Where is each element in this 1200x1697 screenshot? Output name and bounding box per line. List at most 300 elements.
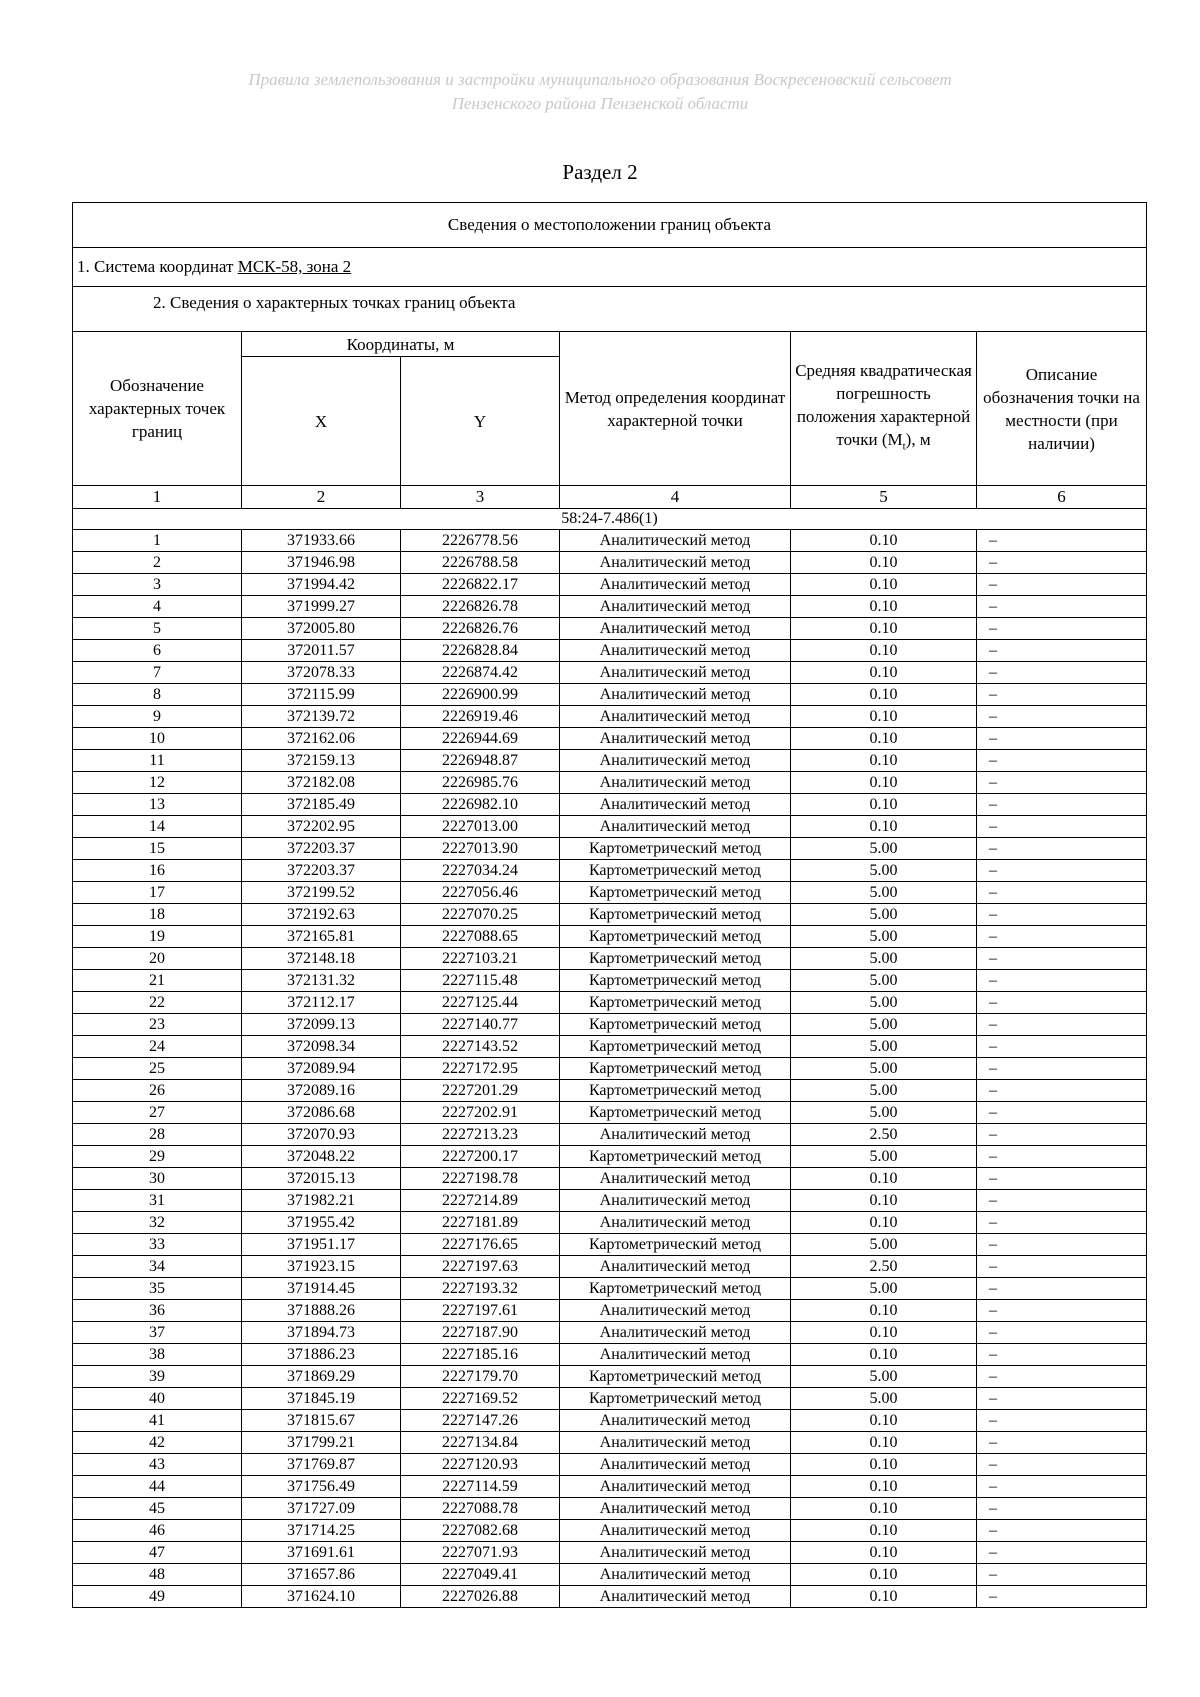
method: Картометрический метод <box>560 904 791 926</box>
method: Аналитический метод <box>560 1190 791 1212</box>
coord-y: 2227201.29 <box>401 1080 560 1102</box>
mean-error: 0.10 <box>791 1564 977 1586</box>
point-number: 26 <box>73 1080 242 1102</box>
table-row <box>73 1344 1147 1366</box>
method: Аналитический метод <box>560 1344 791 1366</box>
coord-y: 2227103.21 <box>401 948 560 970</box>
description: – <box>977 1520 1147 1542</box>
description: – <box>977 1388 1147 1410</box>
mean-error: 5.00 <box>791 1388 977 1410</box>
col-number: 1 <box>73 486 242 509</box>
point-number: 39 <box>73 1366 242 1388</box>
points-section-title: 2. Сведения о характерных точках границ объекта <box>73 287 1147 332</box>
point-number: 21 <box>73 970 242 992</box>
col-number: 3 <box>401 486 560 509</box>
method: Аналитический метод <box>560 1410 791 1432</box>
coord-x: 372015.13 <box>242 1168 401 1190</box>
method: Аналитический метод <box>560 706 791 728</box>
description: – <box>977 860 1147 882</box>
description: – <box>977 574 1147 596</box>
description: – <box>977 662 1147 684</box>
description: – <box>977 1212 1147 1234</box>
method: Аналитический метод <box>560 1168 791 1190</box>
coord-y: 2226788.58 <box>401 552 560 574</box>
table-row <box>73 530 1147 552</box>
mean-error: 0.10 <box>791 574 977 596</box>
table-row <box>73 1432 1147 1454</box>
point-number: 33 <box>73 1234 242 1256</box>
point-number: 37 <box>73 1322 242 1344</box>
point-number: 2 <box>73 552 242 574</box>
method: Аналитический метод <box>560 1432 791 1454</box>
method: Картометрический метод <box>560 860 791 882</box>
table-row <box>73 1146 1147 1168</box>
mean-error: 5.00 <box>791 970 977 992</box>
table-row <box>73 860 1147 882</box>
description: – <box>977 1476 1147 1498</box>
method: Аналитический метод <box>560 750 791 772</box>
coord-y: 2226919.46 <box>401 706 560 728</box>
point-number: 45 <box>73 1498 242 1520</box>
table-row <box>73 926 1147 948</box>
table-row <box>73 1366 1147 1388</box>
point-number: 14 <box>73 816 242 838</box>
point-number: 47 <box>73 1542 242 1564</box>
point-number: 23 <box>73 1014 242 1036</box>
col-number: 2 <box>242 486 401 509</box>
coord-x: 372005.80 <box>242 618 401 640</box>
method: Аналитический метод <box>560 794 791 816</box>
method: Картометрический метод <box>560 882 791 904</box>
mean-error: 0.10 <box>791 530 977 552</box>
table-row <box>73 1498 1147 1520</box>
description: – <box>977 1542 1147 1564</box>
point-number: 13 <box>73 794 242 816</box>
point-number: 17 <box>73 882 242 904</box>
table-row <box>73 1388 1147 1410</box>
table-row <box>73 882 1147 904</box>
coord-y: 2227049.41 <box>401 1564 560 1586</box>
coord-x: 372112.17 <box>242 992 401 1014</box>
description: – <box>977 772 1147 794</box>
description: – <box>977 706 1147 728</box>
description: – <box>977 992 1147 1014</box>
table-row <box>73 1102 1147 1124</box>
coord-y: 2227213.23 <box>401 1124 560 1146</box>
description: – <box>977 1564 1147 1586</box>
method: Аналитический метод <box>560 1322 791 1344</box>
col-description-header: Описание обозначения точки на местности (при наличии) <box>977 332 1147 486</box>
coord-x: 372048.22 <box>242 1146 401 1168</box>
point-number: 18 <box>73 904 242 926</box>
description: – <box>977 1300 1147 1322</box>
coord-y: 2227214.89 <box>401 1190 560 1212</box>
description: – <box>977 1058 1147 1080</box>
table-row <box>73 1278 1147 1300</box>
coord-x: 371994.42 <box>242 574 401 596</box>
description: – <box>977 948 1147 970</box>
mean-error: 0.10 <box>791 640 977 662</box>
mean-error: 0.10 <box>791 618 977 640</box>
point-number: 31 <box>73 1190 242 1212</box>
method: Картометрический метод <box>560 970 791 992</box>
coord-x: 371999.27 <box>242 596 401 618</box>
coord-x: 371982.21 <box>242 1190 401 1212</box>
mean-error: 0.10 <box>791 1476 977 1498</box>
point-number: 20 <box>73 948 242 970</box>
coord-y: 2227143.52 <box>401 1036 560 1058</box>
coord-x: 371845.19 <box>242 1388 401 1410</box>
description: – <box>977 1234 1147 1256</box>
section-title: Раздел 2 <box>562 160 638 184</box>
coord-x: 371714.25 <box>242 1520 401 1542</box>
col-y-header: Y <box>401 357 560 486</box>
coord-y: 2227202.91 <box>401 1102 560 1124</box>
coord-y: 2227120.93 <box>401 1454 560 1476</box>
description: – <box>977 1036 1147 1058</box>
mean-error: 0.10 <box>791 1190 977 1212</box>
col-number: 5 <box>791 486 977 509</box>
description: – <box>977 926 1147 948</box>
point-number: 3 <box>73 574 242 596</box>
table-row <box>73 1168 1147 1190</box>
coord-y: 2227013.00 <box>401 816 560 838</box>
coord-x: 371756.49 <box>242 1476 401 1498</box>
method: Картометрический метод <box>560 1080 791 1102</box>
table-row <box>73 1058 1147 1080</box>
point-number: 28 <box>73 1124 242 1146</box>
point-number: 41 <box>73 1410 242 1432</box>
mean-error: 0.10 <box>791 1322 977 1344</box>
coord-y: 2227193.32 <box>401 1278 560 1300</box>
point-number: 11 <box>73 750 242 772</box>
mean-error: 0.10 <box>791 816 977 838</box>
coord-y: 2226874.42 <box>401 662 560 684</box>
mean-error: 5.00 <box>791 1014 977 1036</box>
coord-y: 2226826.78 <box>401 596 560 618</box>
table-row <box>73 904 1147 926</box>
mean-error: 5.00 <box>791 1102 977 1124</box>
description: – <box>977 882 1147 904</box>
coord-y: 2226900.99 <box>401 684 560 706</box>
coord-y: 2227070.25 <box>401 904 560 926</box>
coord-x: 372078.33 <box>242 662 401 684</box>
method: Картометрический метод <box>560 926 791 948</box>
coord-x: 371727.09 <box>242 1498 401 1520</box>
mean-error: 0.10 <box>791 552 977 574</box>
coord-y: 2226985.76 <box>401 772 560 794</box>
coord-x: 371951.17 <box>242 1234 401 1256</box>
col-number: 4 <box>560 486 791 509</box>
point-number: 27 <box>73 1102 242 1124</box>
mean-error: 0.10 <box>791 596 977 618</box>
coord-x: 372159.13 <box>242 750 401 772</box>
point-number: 6 <box>73 640 242 662</box>
mean-error: 5.00 <box>791 1036 977 1058</box>
point-number: 4 <box>73 596 242 618</box>
coord-x: 371886.23 <box>242 1344 401 1366</box>
method: Аналитический метод <box>560 1124 791 1146</box>
point-number: 29 <box>73 1146 242 1168</box>
coord-x: 372086.68 <box>242 1102 401 1124</box>
coord-system-prefix: 1. Система координат <box>77 257 238 276</box>
coord-y: 2227114.59 <box>401 1476 560 1498</box>
coord-x: 371894.73 <box>242 1322 401 1344</box>
coord-y: 2227034.24 <box>401 860 560 882</box>
mean-error: 5.00 <box>791 926 977 948</box>
mean-error: 0.10 <box>791 728 977 750</box>
mean-error: 5.00 <box>791 838 977 860</box>
mean-error: 0.10 <box>791 1300 977 1322</box>
boundary-points-table <box>72 202 1147 1608</box>
coord-y: 2227198.78 <box>401 1168 560 1190</box>
mean-error: 0.10 <box>791 684 977 706</box>
table-row <box>73 1476 1147 1498</box>
point-number: 34 <box>73 1256 242 1278</box>
point-number: 42 <box>73 1432 242 1454</box>
description: – <box>977 838 1147 860</box>
table-row <box>73 618 1147 640</box>
coord-x: 371815.67 <box>242 1410 401 1432</box>
point-number: 44 <box>73 1476 242 1498</box>
method: Картометрический метод <box>560 1058 791 1080</box>
method: Картометрический метод <box>560 1146 791 1168</box>
mean-error: 2.50 <box>791 1256 977 1278</box>
coord-x: 372203.37 <box>242 860 401 882</box>
table-row <box>73 1124 1147 1146</box>
description: – <box>977 1168 1147 1190</box>
description: – <box>977 794 1147 816</box>
point-number: 30 <box>73 1168 242 1190</box>
table-row <box>73 970 1147 992</box>
table-row <box>73 772 1147 794</box>
coord-y: 2227026.88 <box>401 1586 560 1608</box>
description: – <box>977 552 1147 574</box>
mean-error: 5.00 <box>791 1058 977 1080</box>
method: Аналитический метод <box>560 596 791 618</box>
description: – <box>977 1080 1147 1102</box>
method: Аналитический метод <box>560 1212 791 1234</box>
coord-x: 371933.66 <box>242 530 401 552</box>
mean-error: 0.10 <box>791 794 977 816</box>
method: Аналитический метод <box>560 1256 791 1278</box>
method: Аналитический метод <box>560 552 791 574</box>
method: Аналитический метод <box>560 728 791 750</box>
point-number: 12 <box>73 772 242 794</box>
coord-x: 371657.86 <box>242 1564 401 1586</box>
col-coords-header: Координаты, м <box>242 332 560 357</box>
table-row <box>73 750 1147 772</box>
table-row <box>73 1520 1147 1542</box>
point-number: 36 <box>73 1300 242 1322</box>
mean-error: 0.10 <box>791 750 977 772</box>
method: Аналитический метод <box>560 772 791 794</box>
coord-y: 2226826.76 <box>401 618 560 640</box>
point-number: 10 <box>73 728 242 750</box>
method: Аналитический метод <box>560 1476 791 1498</box>
coord-x: 372070.93 <box>242 1124 401 1146</box>
coord-y: 2227197.63 <box>401 1256 560 1278</box>
mean-error: 0.10 <box>791 1432 977 1454</box>
table-row <box>73 948 1147 970</box>
description: – <box>977 1014 1147 1036</box>
method: Аналитический метод <box>560 684 791 706</box>
description: – <box>977 530 1147 552</box>
coord-system-cell <box>73 248 1147 287</box>
point-number: 35 <box>73 1278 242 1300</box>
mean-error: 0.10 <box>791 1542 977 1564</box>
description: – <box>977 750 1147 772</box>
coord-x: 372115.99 <box>242 684 401 706</box>
coord-x: 372192.63 <box>242 904 401 926</box>
table-row <box>73 1454 1147 1476</box>
point-number: 5 <box>73 618 242 640</box>
coord-x: 371869.29 <box>242 1366 401 1388</box>
method: Аналитический метод <box>560 640 791 662</box>
method: Аналитический метод <box>560 816 791 838</box>
coord-x: 372202.95 <box>242 816 401 838</box>
coord-y: 2227088.78 <box>401 1498 560 1520</box>
coord-x: 372182.08 <box>242 772 401 794</box>
method: Аналитический метод <box>560 530 791 552</box>
coord-y: 2227185.16 <box>401 1344 560 1366</box>
point-number: 32 <box>73 1212 242 1234</box>
mean-error: 5.00 <box>791 992 977 1014</box>
description: – <box>977 640 1147 662</box>
mean-error: 5.00 <box>791 860 977 882</box>
coord-x: 372148.18 <box>242 948 401 970</box>
coord-x: 372165.81 <box>242 926 401 948</box>
description: – <box>977 1322 1147 1344</box>
mean-error: 5.00 <box>791 1146 977 1168</box>
table-row <box>73 640 1147 662</box>
coord-y: 2227140.77 <box>401 1014 560 1036</box>
table-row <box>73 1190 1147 1212</box>
point-number: 49 <box>73 1586 242 1608</box>
description: – <box>977 684 1147 706</box>
mean-error: 0.10 <box>791 1498 977 1520</box>
coord-y: 2227071.93 <box>401 1542 560 1564</box>
method: Аналитический метод <box>560 1564 791 1586</box>
col-designation-header: Обозначение характерных точек границ <box>73 332 242 486</box>
coord-x: 371955.42 <box>242 1212 401 1234</box>
header-line-1: Правила землепользования и застройки муниципального образования Воскресеновский сельсовет <box>248 70 952 89</box>
method: Картометрический метод <box>560 1014 791 1036</box>
mean-error: 0.10 <box>791 706 977 728</box>
coord-y: 2227056.46 <box>401 882 560 904</box>
coord-x: 372099.13 <box>242 1014 401 1036</box>
description: – <box>977 1344 1147 1366</box>
method: Картометрический метод <box>560 1388 791 1410</box>
method: Аналитический метод <box>560 574 791 596</box>
mean-error: 5.00 <box>791 904 977 926</box>
coord-x: 371769.87 <box>242 1454 401 1476</box>
mean-error: 0.10 <box>791 1520 977 1542</box>
point-number: 15 <box>73 838 242 860</box>
table-row <box>73 1410 1147 1432</box>
coord-y: 2227013.90 <box>401 838 560 860</box>
description: – <box>977 1146 1147 1168</box>
table-row <box>73 1586 1147 1608</box>
point-number: 22 <box>73 992 242 1014</box>
coord-x: 372162.06 <box>242 728 401 750</box>
description: – <box>977 1366 1147 1388</box>
header-line-2: Пензенского района Пензенской области <box>451 94 749 113</box>
coord-y: 2227197.61 <box>401 1300 560 1322</box>
table-row <box>73 1212 1147 1234</box>
table-row <box>73 706 1147 728</box>
coord-x: 371624.10 <box>242 1586 401 1608</box>
coord-y: 2227082.68 <box>401 1520 560 1542</box>
mean-error: 5.00 <box>791 1278 977 1300</box>
coord-y: 2227187.90 <box>401 1322 560 1344</box>
table-row <box>73 1300 1147 1322</box>
coord-x: 372139.72 <box>242 706 401 728</box>
point-number: 38 <box>73 1344 242 1366</box>
method: Аналитический метод <box>560 1542 791 1564</box>
mean-error: 0.10 <box>791 1344 977 1366</box>
method: Картометрический метод <box>560 1102 791 1124</box>
mean-error: 0.10 <box>791 1168 977 1190</box>
point-number: 9 <box>73 706 242 728</box>
method: Картометрический метод <box>560 992 791 1014</box>
table-row <box>73 552 1147 574</box>
col-number: 6 <box>977 486 1147 509</box>
method: Картометрический метод <box>560 948 791 970</box>
mean-error: 0.10 <box>791 1454 977 1476</box>
description: – <box>977 1432 1147 1454</box>
table-row <box>73 574 1147 596</box>
description: – <box>977 1410 1147 1432</box>
description: – <box>977 728 1147 750</box>
table-row <box>73 1036 1147 1058</box>
col-error-header: Средняя квадратическая погрешность положения характерной точки $(M_t)$, м <box>791 332 977 486</box>
method: Картометрический метод <box>560 1036 791 1058</box>
point-number: 7 <box>73 662 242 684</box>
table-row <box>73 794 1147 816</box>
description: – <box>977 1102 1147 1124</box>
method: Картометрический метод <box>560 838 791 860</box>
description: – <box>977 1124 1147 1146</box>
coord-y: 2226778.56 <box>401 530 560 552</box>
coord-x: 371799.21 <box>242 1432 401 1454</box>
point-number: 48 <box>73 1564 242 1586</box>
mean-error: 5.00 <box>791 1234 977 1256</box>
description: – <box>977 1454 1147 1476</box>
coord-y: 2227179.70 <box>401 1366 560 1388</box>
table-row <box>73 816 1147 838</box>
description: – <box>977 618 1147 640</box>
coord-y: 2226982.10 <box>401 794 560 816</box>
table-row <box>73 662 1147 684</box>
table-row <box>73 1234 1147 1256</box>
method: Картометрический метод <box>560 1278 791 1300</box>
table-row <box>73 992 1147 1014</box>
coord-x: 372011.57 <box>242 640 401 662</box>
description: – <box>977 904 1147 926</box>
coord-x: 371946.98 <box>242 552 401 574</box>
point-number: 16 <box>73 860 242 882</box>
coord-x: 371923.15 <box>242 1256 401 1278</box>
table-row <box>73 728 1147 750</box>
method: Аналитический метод <box>560 1454 791 1476</box>
point-number: 40 <box>73 1388 242 1410</box>
coord-x: 371691.61 <box>242 1542 401 1564</box>
mean-error: 0.10 <box>791 772 977 794</box>
coord-x: 372185.49 <box>242 794 401 816</box>
coord-x: 371914.45 <box>242 1278 401 1300</box>
table-row <box>73 1542 1147 1564</box>
